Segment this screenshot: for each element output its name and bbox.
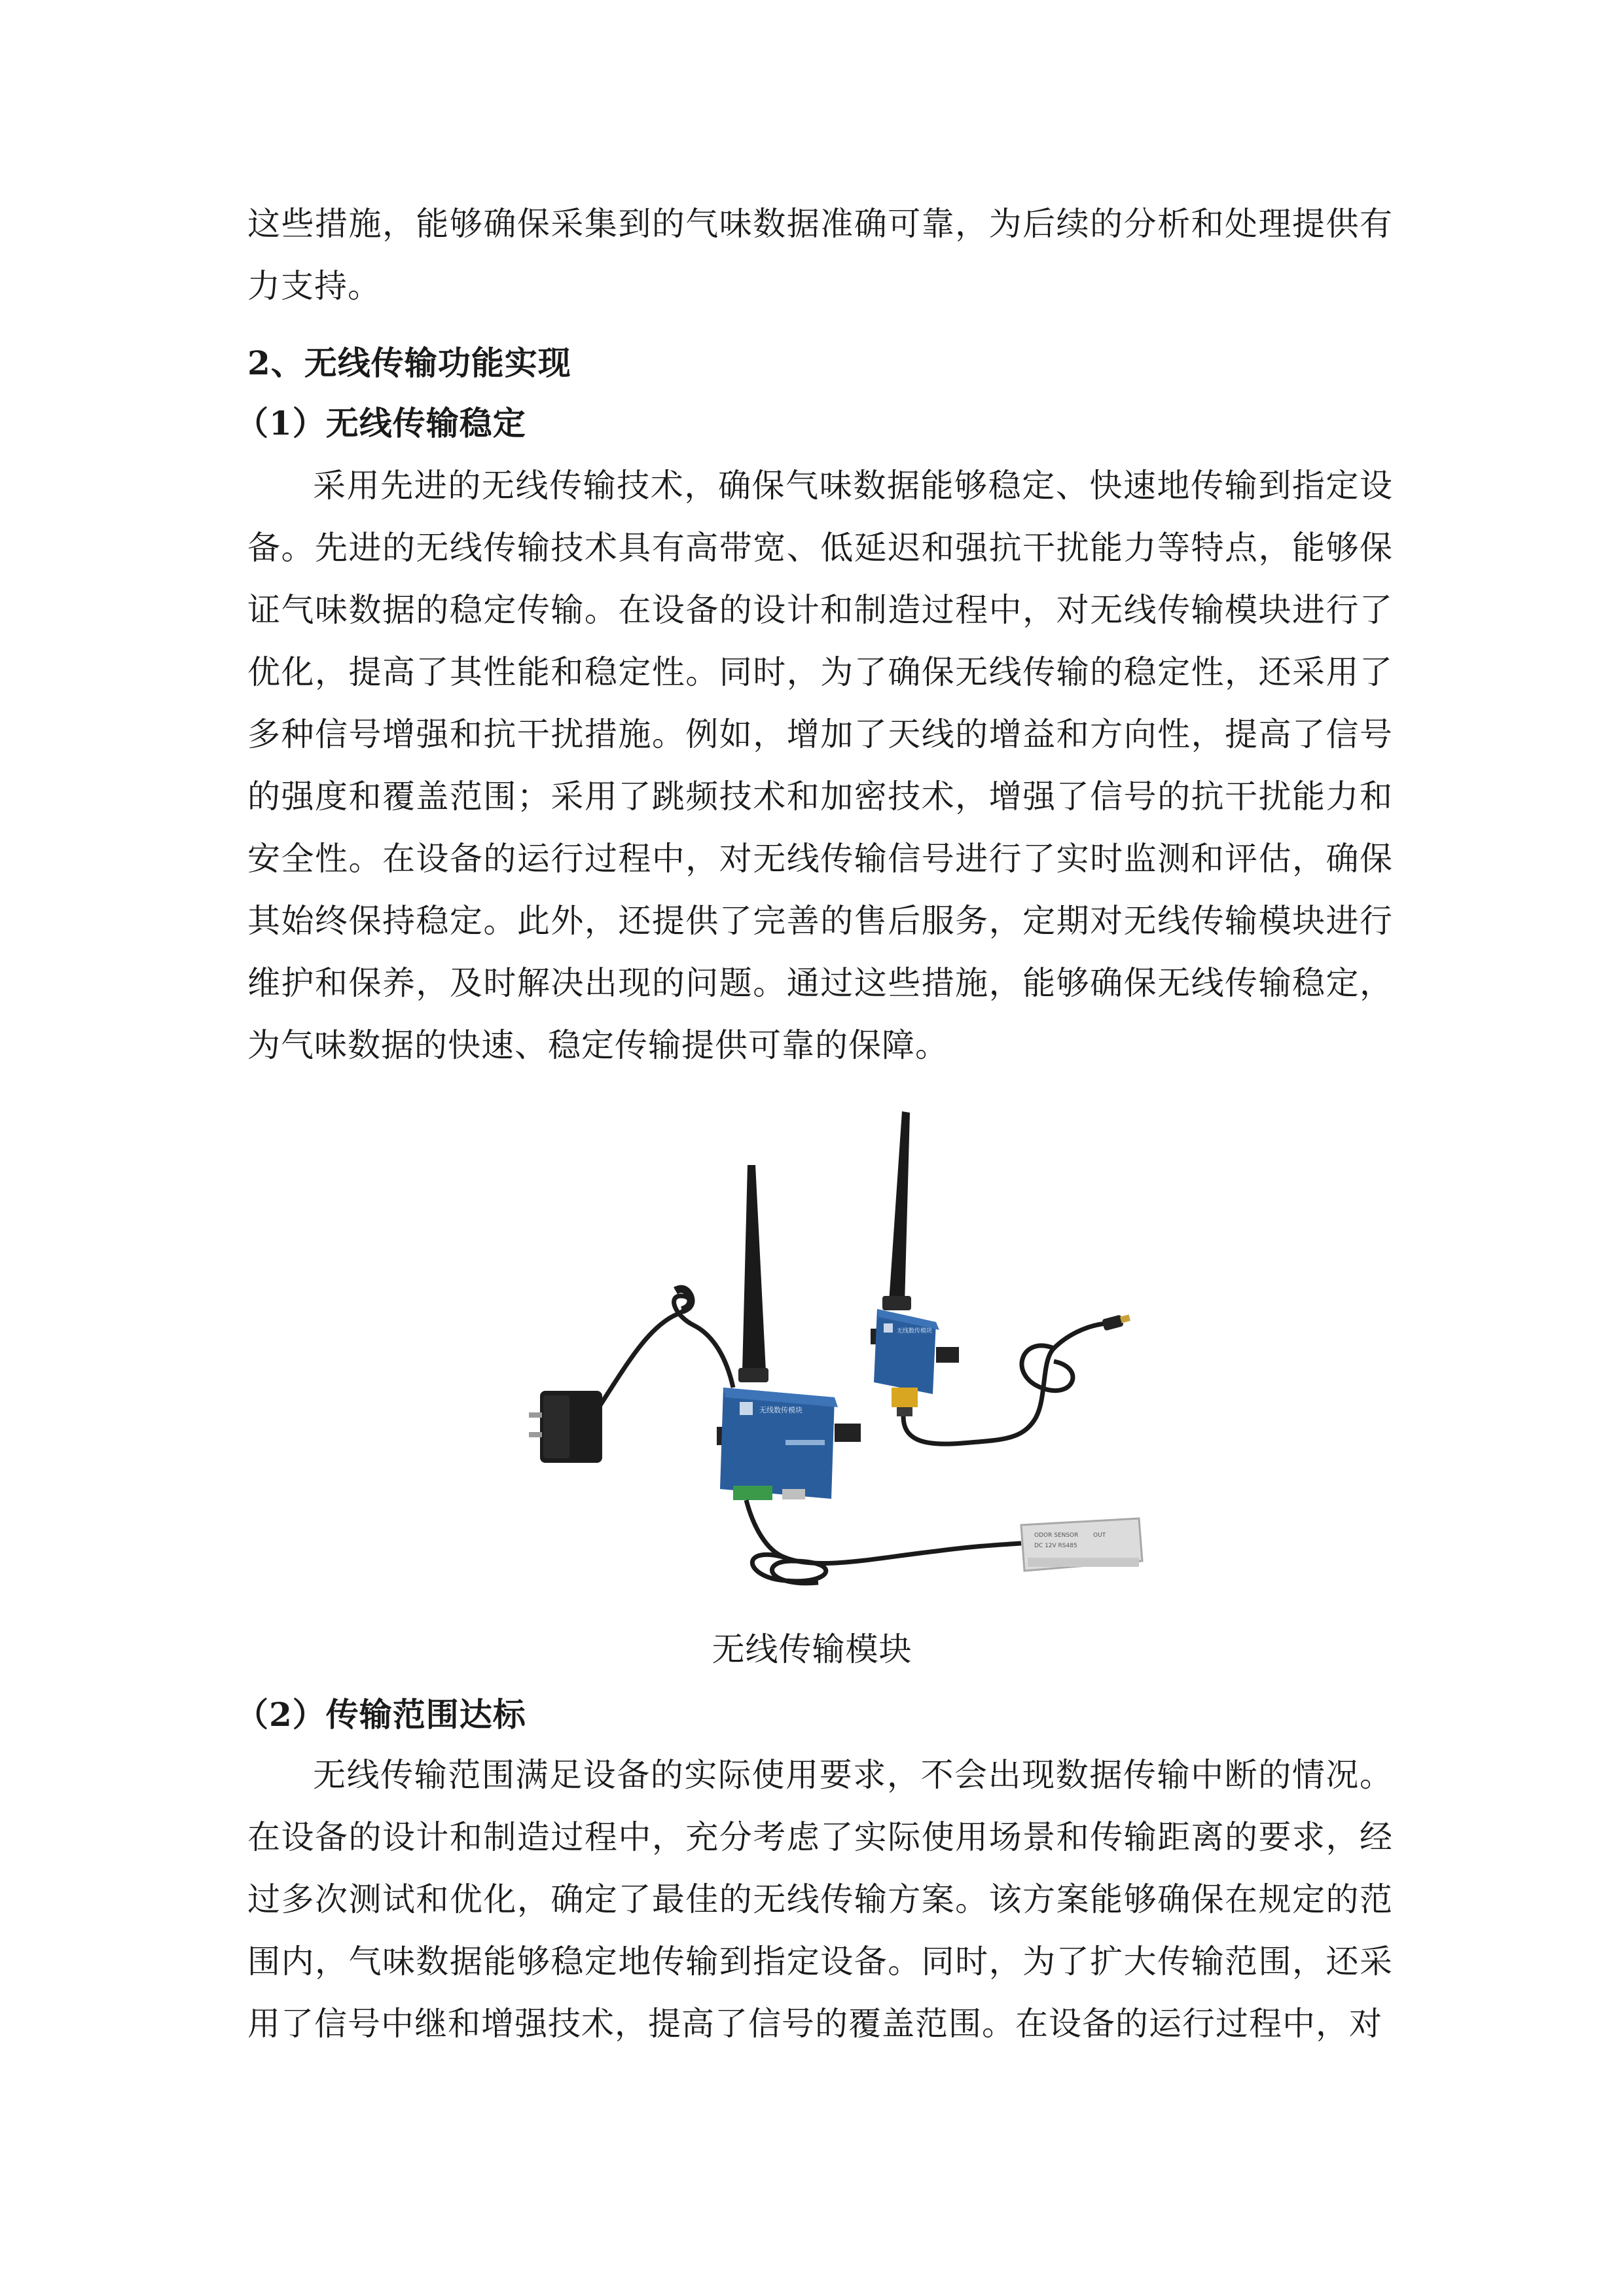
section-heading-wireless: 2、无线传输功能实现 [247, 344, 571, 382]
subheading-range: （2）传输范围达标 [236, 1695, 526, 1734]
left-antenna [738, 1165, 768, 1382]
svg-text:OUT: OUT [1093, 1532, 1106, 1539]
svg-text:ODOR SENSOR: ODOR SENSOR [1034, 1532, 1079, 1539]
sensor-box [1021, 1518, 1142, 1571]
paragraph-continuation: 这些措施，能够确保采集到的气味数据准确可靠，为后续的分析和处理提供有力支持。 [247, 205, 1393, 305]
figure-caption: 无线传输模块 [712, 1630, 912, 1668]
paragraph-stability: 采用先进的无线传输技术，确保气味数据能够稳定、快速地传输到指定设备。先进的无线传输技术具有高带宽、低延迟和强抗干扰能力等特点，能够保证气味数据的稳定传输。在设备的设计和制造过程中，对无线传输模块进行了优化，提高了其性能和稳定性。同时，为了确保无线传输的稳定性，还采用了多种信号增强和抗干扰措施。例如，增加了天线的增益和方向性，提高了信号的强度和覆盖范围；采用了跳频技术和加密技术，增强了信号的抗干扰能力和安全性。在设备的运行过程中，对无线传输信号进行了实时监测和评估，确保其始终保持稳定。此外，还提供了完善的售后服务，定期对无线传输模块进行维护和保养，及时解决出现的问题。通过这些措施，能够确保无线传输稳定，为气味数据的快速、稳定传输提供可靠的保障。 [247, 467, 1393, 1064]
wireless-module-photo [478, 1100, 1159, 1610]
subheading-stability: （1）无线传输稳定 [236, 404, 526, 442]
left-wireless-module [717, 1388, 861, 1500]
svg-text:DC 12V RS485: DC 12V RS485 [1034, 1543, 1077, 1549]
paragraph-range: 无线传输范围满足设备的实际使用要求，不会出现数据传输中断的情况。在设备的设计和制造过程中，充分考虑了实际使用场景和传输距离的要求，经过多次测试和优化，确定了最佳的无线传输方案。该方案能够确保在规定的范围内，气味数据能够稳定地传输到指定设备。同时，为了扩大传输范围，还采用了信号中继和增强技术，提高了信号的覆盖范围。在设备的运行过程中，对 [247, 1756, 1393, 2043]
right-wireless-module [871, 1309, 959, 1416]
right-antenna [882, 1111, 911, 1310]
svg-text:无线数传模块: 无线数传模块 [897, 1328, 933, 1335]
power-adapter [529, 1391, 602, 1463]
svg-text:无线数传模块: 无线数传模块 [759, 1406, 803, 1414]
